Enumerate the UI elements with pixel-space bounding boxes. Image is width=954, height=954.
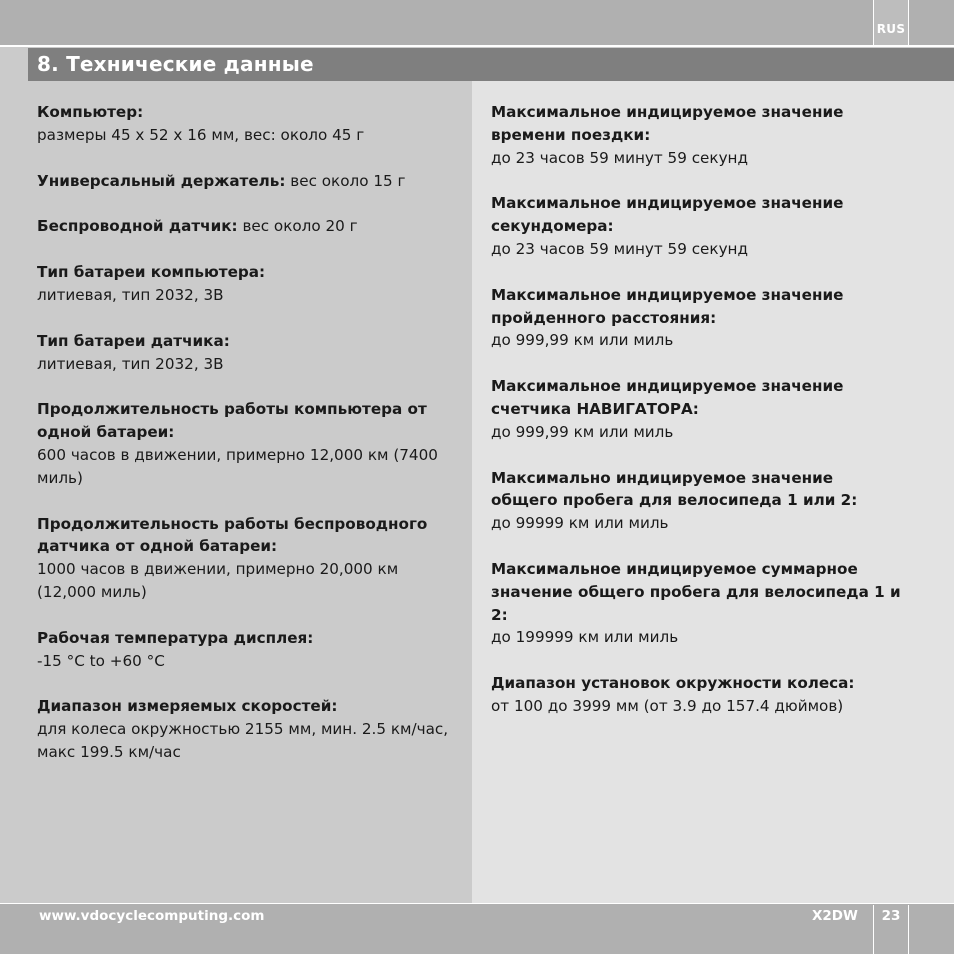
language-box bbox=[873, 0, 909, 45]
footer-model-name: X2DW bbox=[812, 908, 858, 924]
spec-value: до 23 часов 59 минут 59 секунд bbox=[491, 148, 748, 167]
page-number-box bbox=[873, 905, 909, 954]
spec-item bbox=[37, 513, 457, 604]
spec-value: до 199999 км или миль bbox=[491, 628, 679, 647]
spec-label: Беспроводной датчик: bbox=[37, 217, 238, 236]
footer-url-link[interactable]: www.vdocyclecomputing.com bbox=[39, 908, 265, 924]
spec-item bbox=[491, 101, 901, 169]
spec-label: Компьютер: bbox=[37, 103, 144, 121]
spec-item bbox=[37, 101, 457, 147]
spec-value: литиевая, тип 2032, 3В bbox=[37, 354, 224, 373]
spec-label: Максимально индицируемое значение общего пробега для велосипеда 1 или 2: bbox=[491, 468, 858, 510]
spec-value: вес около 20 г bbox=[237, 217, 358, 236]
spec-label: Максимальное индицируемое значение секундомера: bbox=[491, 194, 844, 236]
spec-item bbox=[37, 170, 457, 193]
spec-item bbox=[37, 398, 457, 489]
spec-label: Диапазон установок окружности колеса: bbox=[491, 674, 855, 693]
spec-label: Максимальное индицируемое значение времени поездки: bbox=[491, 103, 844, 144]
spec-value: до 999,99 км или миль bbox=[491, 422, 674, 441]
spec-item bbox=[37, 215, 457, 238]
spec-value: до 23 часов 59 минут 59 секунд bbox=[491, 239, 748, 258]
spec-value: размеры 45 x 52 x 16 мм, вес: около 45 г bbox=[37, 125, 365, 144]
spec-label: Универсальный держатель: bbox=[37, 171, 286, 190]
spec-item bbox=[37, 695, 457, 763]
spec-value: 600 часов в движении, примерно 12,000 км (7400 миль) bbox=[37, 445, 438, 487]
right-column bbox=[472, 81, 954, 904]
page-number: 23 bbox=[881, 908, 901, 924]
page-title: 8. Технические данные bbox=[37, 52, 314, 76]
spec-value: до 99999 км или миль bbox=[491, 514, 669, 533]
spec-item bbox=[491, 672, 901, 718]
spec-item bbox=[491, 467, 901, 535]
spec-label: Тип батареи датчика: bbox=[37, 331, 230, 350]
spec-label: Максимальное индицируемое значение пройденного расстояния: bbox=[491, 285, 844, 327]
spec-value: для колеса окружностью 2155 мм, мин. 2.5 км/час, макс 199.5 км/час bbox=[37, 720, 449, 761]
spec-item bbox=[37, 330, 457, 376]
spec-value: от 100 до 3999 мм (от 3.9 до 157.4 дюймов) bbox=[491, 696, 844, 715]
spec-label: Максимальное индицируемое значение счетчика НАВИГАТОРА: bbox=[491, 377, 844, 418]
spec-item bbox=[491, 375, 901, 443]
spec-label: Тип батареи компьютера: bbox=[37, 263, 266, 282]
spec-value: до 999,99 км или миль bbox=[491, 331, 674, 350]
spec-value: -15 °C to +60 °C bbox=[37, 651, 165, 670]
spec-label: Рабочая температура дисплея: bbox=[37, 628, 314, 647]
header-band bbox=[0, 0, 954, 46]
spec-label: Продолжительность работы компьютера от одной батареи: bbox=[37, 400, 427, 442]
spec-item bbox=[491, 558, 901, 649]
spec-item bbox=[37, 627, 457, 673]
left-column bbox=[0, 81, 472, 904]
spec-value: 1000 часов в движении, примерно 20,000 км (12,000 миль) bbox=[37, 560, 399, 601]
language-label: RUS bbox=[876, 22, 906, 36]
section-title-bar bbox=[28, 48, 954, 81]
right-spec-list bbox=[491, 101, 901, 741]
spec-item bbox=[37, 261, 457, 307]
left-spec-list bbox=[37, 101, 457, 787]
header-divider bbox=[0, 45, 954, 47]
spec-item bbox=[491, 192, 901, 260]
spec-value: литиевая, тип 2032, 3В bbox=[37, 285, 224, 304]
spec-item bbox=[491, 284, 901, 352]
spec-value: вес около 15 г bbox=[285, 171, 406, 190]
spec-label: Диапазон измеряемых скоростей: bbox=[37, 697, 338, 716]
spec-label: Продолжительность работы беспроводного датчика от одной батареи: bbox=[37, 514, 428, 556]
spec-label: Максимальное индицируемое суммарное значение общего пробега для велосипеда 1 и 2: bbox=[491, 559, 901, 624]
